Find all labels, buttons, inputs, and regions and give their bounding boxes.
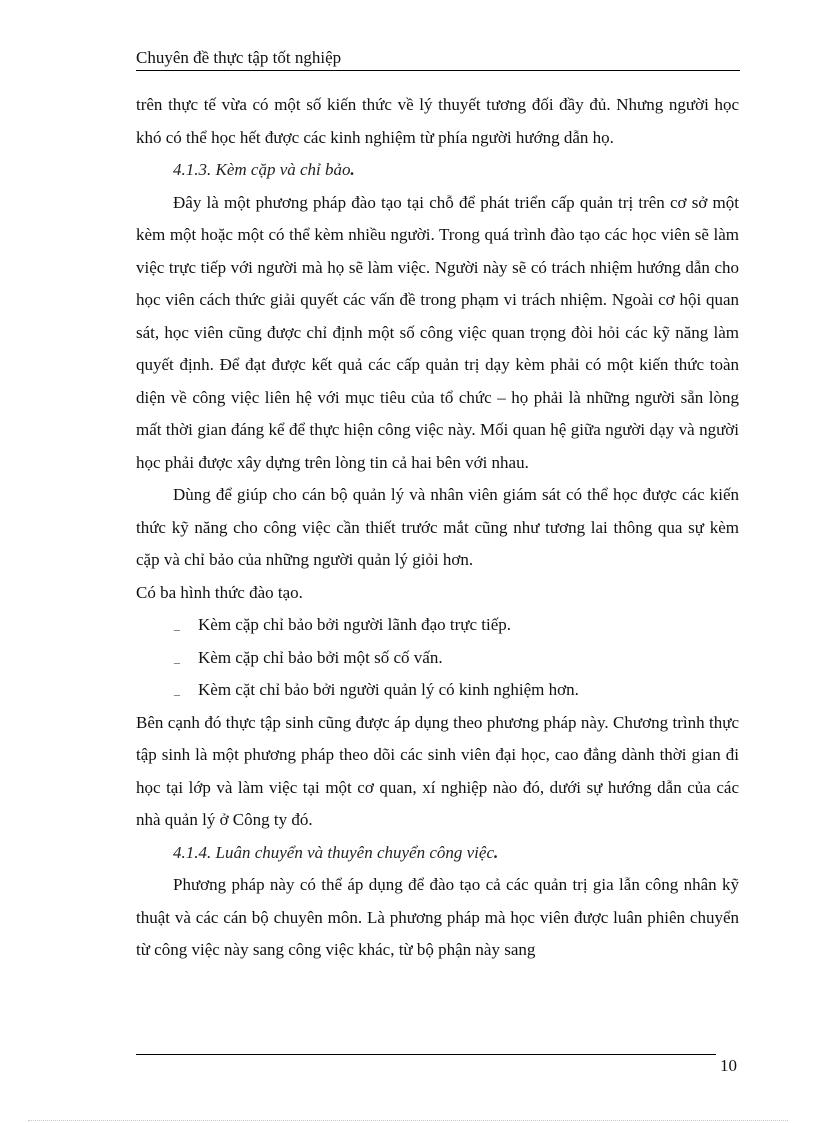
footer-divider bbox=[136, 1054, 716, 1055]
list-item-text: Kèm cặp chỉ bảo bởi người lãnh đạo trực tiếp. bbox=[198, 615, 512, 634]
section-heading-4-1-3 bbox=[136, 154, 739, 187]
paragraph-6: Phương pháp này có thể áp dụng để đào tạo cả các quản trị gia lẫn công nhân kỹ thuật và các cán bộ chuyên môn. Là phương pháp mà học viên được luân phiên chuyển từ công việc này sang công việc khác, từ bộ phận này sang bbox=[136, 875, 739, 959]
list-item-text: Kèm cặp chỉ bảo bởi một số cố vấn. bbox=[198, 647, 443, 667]
list-item bbox=[136, 642, 739, 675]
bullet-marker: _ bbox=[174, 618, 180, 632]
paragraph-3: Dùng để giúp cho cán bộ quản lý và nhân viên giám sát có thể học được các kiến thức kỹ năng cho công việc cần thiết trước mắt cũng như tương lai thông qua sự kèm cặp và chỉ bảo của những người quản lý giỏi hơn. bbox=[136, 485, 739, 569]
list-item bbox=[136, 609, 739, 642]
paragraph-5: Bên cạnh đó thực tập sinh cũng được áp dụng theo phương pháp này. Chương trình thực tập sinh là một phương pháp theo dõi các sinh viên đại học, cao đẳng dành thời gian đi học tại lớp và làm việc tại một cơ quan, xí nghiệp nào đó, dưới sự hướng dẫn của các nhà quản lý ở Công ty đó. bbox=[136, 712, 739, 829]
bullet-marker: _ bbox=[174, 683, 180, 697]
page-header-title: Chuyên đề thực tập tốt nghiệp bbox=[136, 48, 342, 67]
heading-period: . bbox=[350, 160, 355, 179]
document-body bbox=[136, 89, 739, 967]
paragraph-2: Đây là một phương pháp đào tạo tại chỗ để phát triển cấp quản trị trên cơ sở một kèm một hoặc một có thể kèm nhiều người. Trong quá trình đào tạo các học viên sẽ làm việc trực tiếp với người mà họ sẽ làm việc. Người này sẽ có trách nhiệm hướng dẫn cho học viên cách thức giải quyết các vấn đề trong phạm vi trách nhiệm. Ngoài cơ hội quan sát, học viên cũng được chỉ định một số công việc quan trọng đòi hỏi các kỹ năng làm quyết định. Để đạt được kết quả các cấp quản trị dạy kèm phải có một kiến thức toàn diện về công việc liên hệ với mục tiêu của tổ chức – họ phải là những người sẵn lòng mất thời gian đáng kể để thực hiện công việc này. Mối quan hệ giữa người dạy và người học phải được xây dựng trên lòng tin cả hai bên với nhau. bbox=[136, 192, 739, 472]
page-bottom-edge bbox=[28, 1120, 788, 1121]
section-heading-4-1-4 bbox=[136, 837, 739, 870]
list-item-text: Kèm cặt chỉ bảo bởi người quản lý có kinh nghiệm hơn. bbox=[198, 680, 579, 699]
page-number: 10 bbox=[720, 1056, 737, 1075]
paragraph-4: Có ba hình thức đào tạo. bbox=[136, 582, 303, 602]
bullet-marker: _ bbox=[174, 650, 180, 665]
heading-text: 4.1.3. Kèm cặp và chỉ bảo bbox=[173, 160, 351, 179]
list-item bbox=[136, 674, 739, 707]
header-divider bbox=[136, 70, 740, 71]
heading-period: . bbox=[494, 842, 499, 862]
paragraph-1: trên thực tế vừa có một số kiến thức về lý thuyết tương đối đầy đủ. Nhưng người học khó có thể học hết được các kinh nghiệm từ phía người hướng dẫn họ. bbox=[136, 95, 739, 147]
heading-text: 4.1.4. Luân chuyển và thuyên chuyển công việc bbox=[173, 842, 494, 862]
